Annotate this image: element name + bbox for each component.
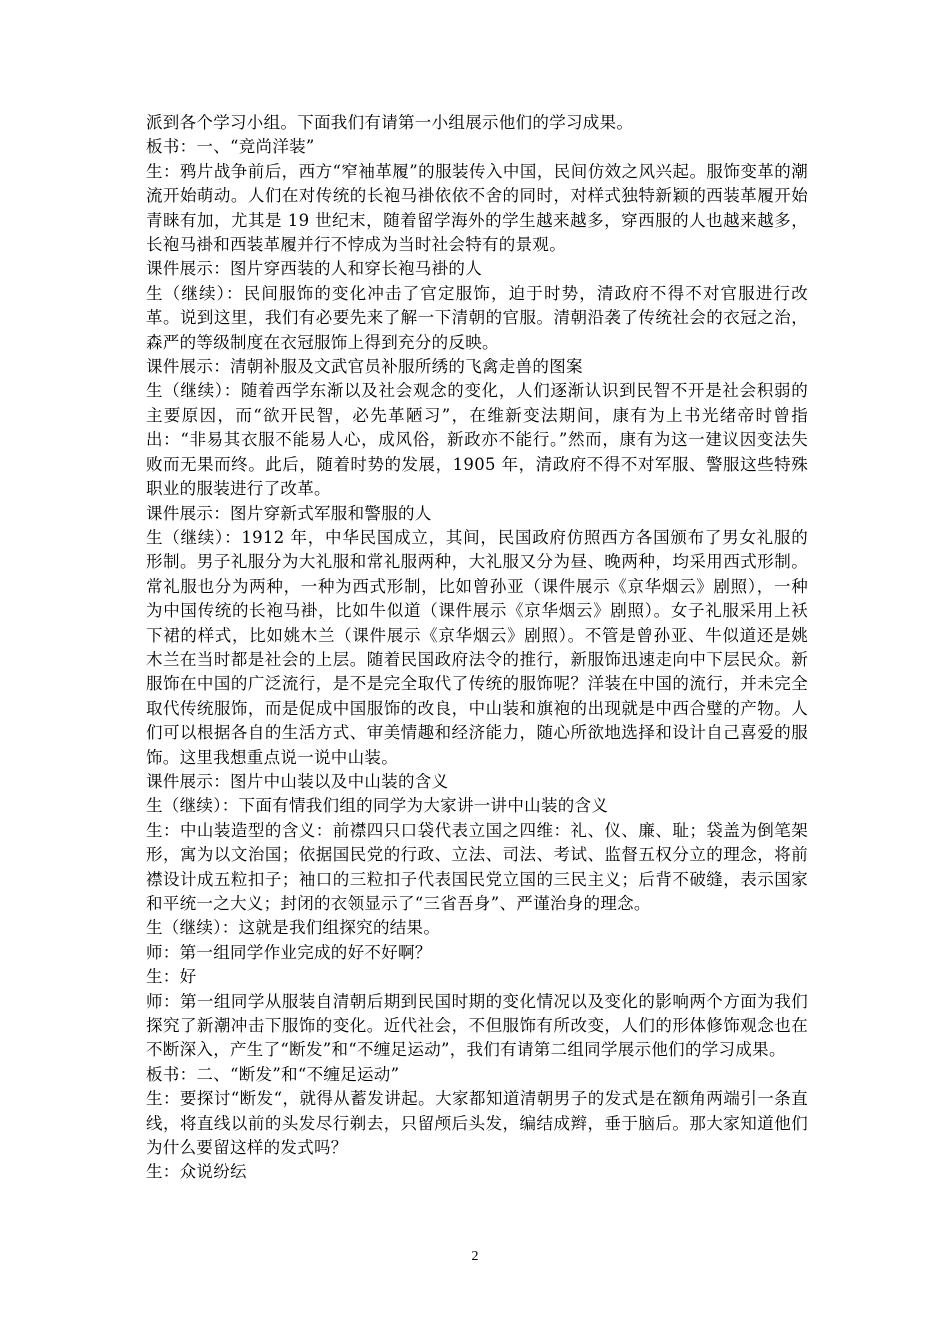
courseware-note: 课件展示：图片穿新式军服和警服的人 (146, 503, 432, 523)
paragraph: 生：中山装造型的含义：前襟四只口袋代表立国之四维：礼、仪、廉、耻；袋盖为倒笔架形，寓为以文治国；依据国民党的行政、立法、司法、考试、监督五权分立的理念，将前襟设计成五粒扣子；袖口的三粒扣子代表国民党立国的三民主义；后背不破缝，表示国家和平统一之大义；封闭的衣领显示了“三省吾身”、严谨治身的理念。 (146, 820, 808, 913)
courseware-note: 课件展示：清朝补服及文武官员补服所绣的飞禽走兽的图案 (146, 357, 583, 377)
paragraph: 派到各个学习小组。下面我们有请第一小组展示他们的学习成果。 (146, 113, 634, 132)
paragraph: 生：要探讨“断发“，就得从蓄发讲起。大家都知道清朝男子的发式是在额角两端引一条直线，将直线以前的头发尽行剃去，只留颅后头发，编结成辫，垂于脑后。那大家知道他们为什么要留这样的发式吗？ (146, 1089, 808, 1158)
paragraph: 师：第一组同学从服装自清朝后期到民国时期的变化情况以及变化的影响两个方面为我们探究了新潮冲击下服饰的变化。近代社会，不但服饰有所改变，人们的形体修饰观念也在不断深入，产生了“断发”和“不缠足运动”，我们有请第二组同学展示他们的学习成果。 (146, 991, 808, 1060)
paragraph: 生（继续）：随着西学东渐以及社会观念的变化，人们逐渐认识到民智不开是社会积弱的主要原因，而“欲开民智，必先革陋习”，在维新变法期间，康有为上书光绪帝时曾指出：“非易其衣服不能易人心，成风俗，新政亦不能行。”然而，康有为这一建议因变法失败而无果而终。此后，随着时势的发展，1905 年，清政府不得不对军服、警服这些特殊职业的服装进行了改革。 (146, 381, 808, 499)
document-body (146, 111, 808, 1185)
paragraph: 生（继续）：1912 年，中华民国成立，其间，民国政府仿照西方各国颁布了男女礼服的形制。男子礼服分为大礼服和常礼服两种，大礼服又分为昼、晚两种，均采用西式形制。常礼服也分为两种，一种为西式形制，比如曾孙亚（课件展示《京华烟云》剧照），一种为中国传统的长袍马褂，比如牛似道（课件展示《京华烟云》剧照）。女子礼服采用上袄下裙的样式，比如姚木兰（课件展示《京华烟云》剧照）。不管是曾孙亚、牛似道还是姚木兰在当时都是社会的上层。随着民国政府法令的推行，新服饰迅速走向中下层民众。新服饰在中国的广泛流行，是不是完全取代了传统的服饰呢？洋装在中国的流行，并未完全取代传统服饰，而是促成中国服饰的改良，中山装和旗袍的出现就是中西合璧的产物。人们可以根据各自的生活方式、审美情趣和经济能力，随心所欲地选择和设计自己喜爱的服饰。这里我想重点说一说中山装。 (146, 527, 808, 767)
blackboard-heading: 板书：二、“断发”和“不缠足运动” (146, 1064, 400, 1084)
paragraph: 生：好 (146, 967, 197, 987)
courseware-note: 课件展示：图片中山装以及中山装的含义 (146, 771, 449, 791)
blackboard-heading: 板书：一、“竞尚洋装” (146, 137, 315, 157)
paragraph: 生（继续）：这就是我们组探究的结果。 (146, 918, 441, 938)
paragraph: 生：众说纷纭 (146, 1162, 247, 1182)
paragraph: 生（继续）：民间服饰的变化冲击了官定服饰，迫于时势，清政府不得不对官服进行改革。说到这里，我们有必要先来了解一下清朝的官服。清朝沿袭了传统社会的衣冠之治，森严的等级制度在衣冠服饰上得到充分的反映。 (146, 283, 808, 352)
paragraph: 生：鸦片战争前后，西方“窄袖革履”的服装传入中国，民间仿效之风兴起。服饰变革的潮流开始萌动。人们在对传统的长袍马褂依依不舍的同时，对样式独特新颖的西装革履开始青睐有加，尤其是 19 世纪末，随着留学海外的学生越来越多，穿西服的人也越来越多，长袍马褂和西装革履并行不悖成为当时社会特有的景观。 (146, 161, 808, 255)
courseware-note: 课件展示：图片穿西装的人和穿长袍马褂的人 (146, 259, 482, 279)
paragraph: 师：第一组同学作业完成的好不好啊？ (146, 942, 432, 962)
paragraph: 生（继续）：下面有情我们组的同学为大家讲一讲中山装的含义 (146, 796, 609, 816)
page-number: 2 (471, 1249, 479, 1264)
